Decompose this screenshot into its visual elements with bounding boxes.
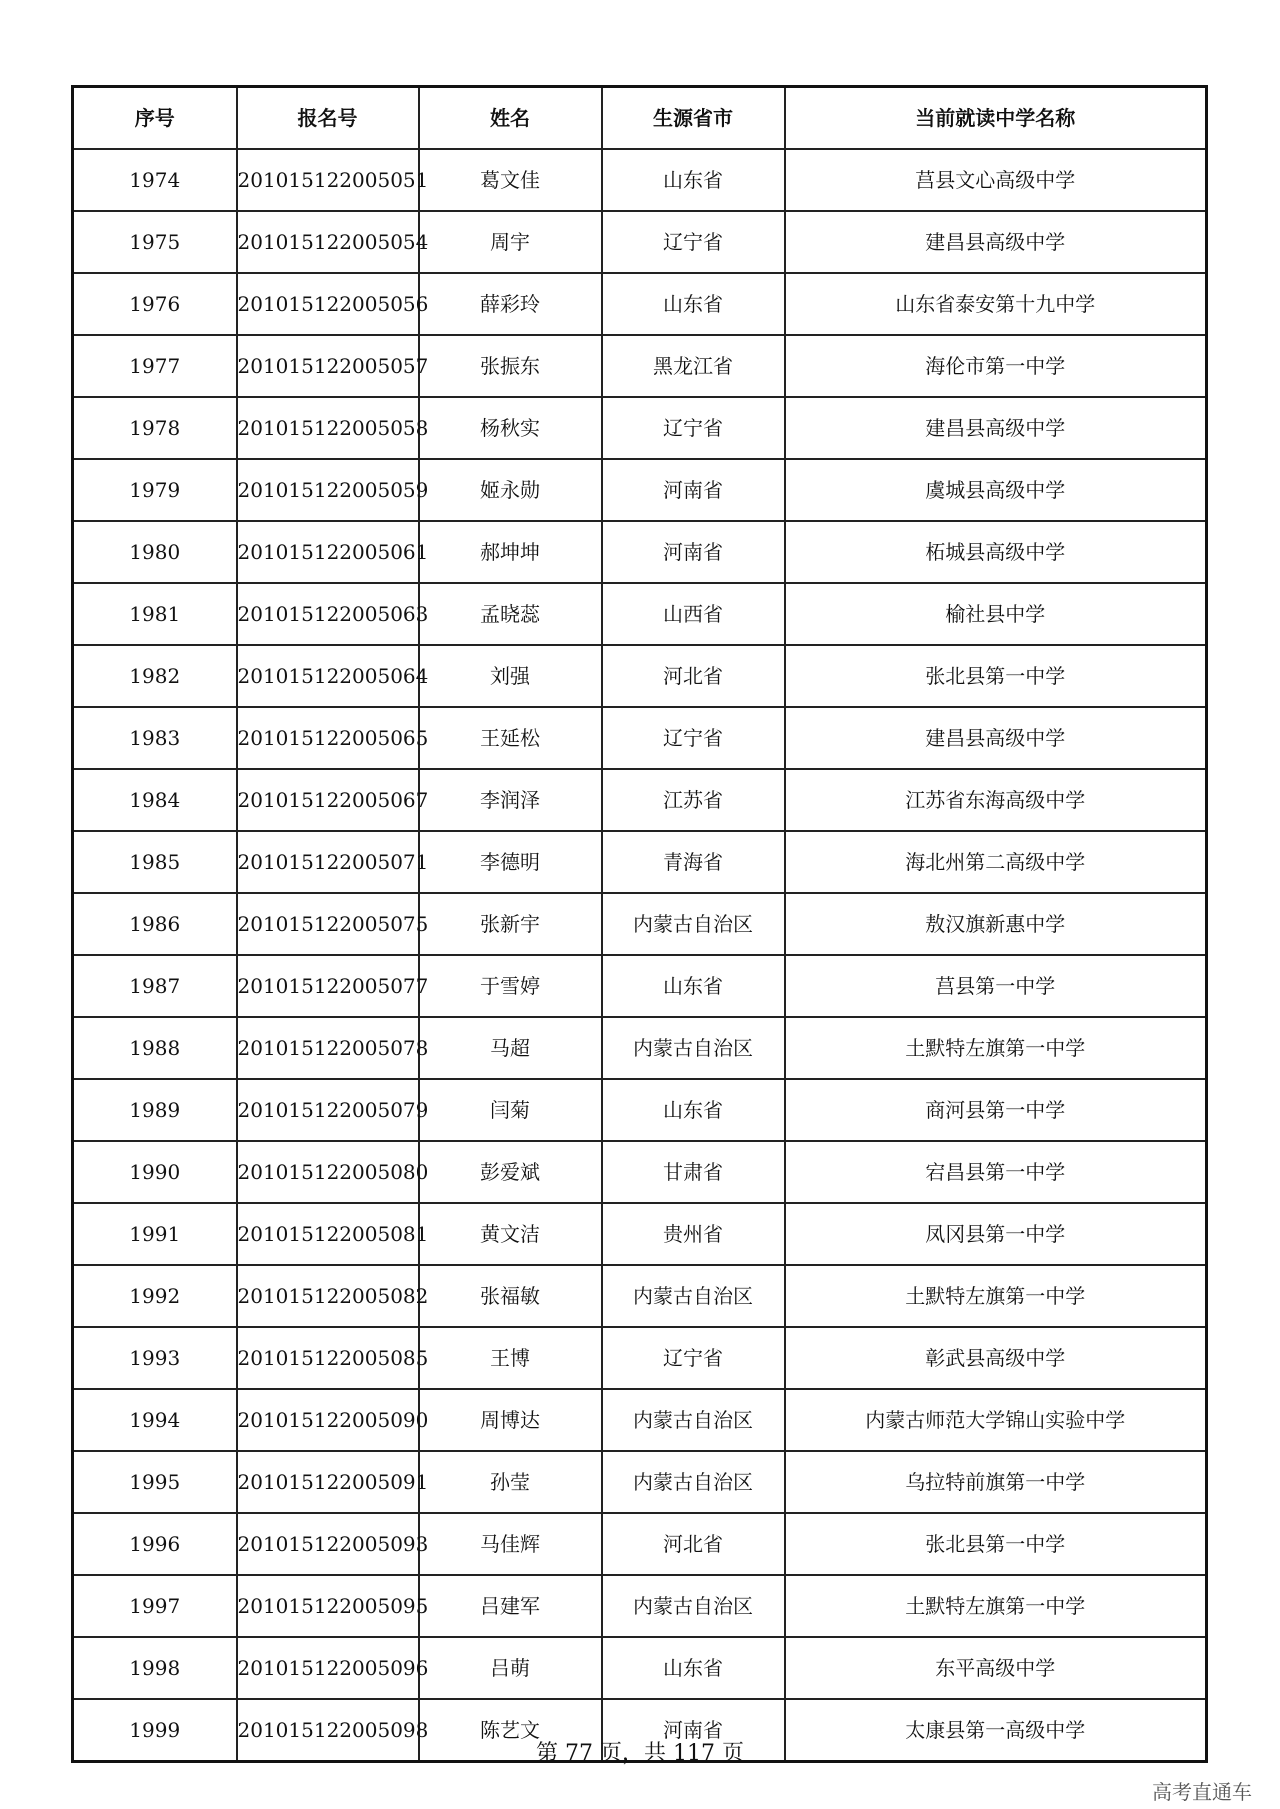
header-name: 姓名 — [419, 87, 602, 150]
cell-province: 河南省 — [602, 521, 785, 583]
cell-school: 太康县第一高级中学 — [785, 1699, 1207, 1762]
cell-school: 江苏省东海高级中学 — [785, 769, 1207, 831]
cell-name: 李润泽 — [419, 769, 602, 831]
cell-name: 吕建军 — [419, 1575, 602, 1637]
cell-school: 莒县第一中学 — [785, 955, 1207, 1017]
cell-province: 辽宁省 — [602, 707, 785, 769]
cell-school: 土默特左旗第一中学 — [785, 1017, 1207, 1079]
table-row — [73, 335, 1207, 397]
cell-name: 刘强 — [419, 645, 602, 707]
cell-serial: 1996 — [73, 1513, 237, 1575]
table-row — [73, 1513, 1207, 1575]
cell-registration-number: 201015122005090 — [237, 1389, 419, 1451]
cell-province: 山东省 — [602, 149, 785, 211]
cell-registration-number: 201015122005051 — [237, 149, 419, 211]
header-school: 当前就读中学名称 — [785, 87, 1207, 150]
table-row — [73, 1575, 1207, 1637]
cell-province: 山西省 — [602, 583, 785, 645]
table-row — [73, 149, 1207, 211]
cell-name: 张福敏 — [419, 1265, 602, 1327]
table-row — [73, 1265, 1207, 1327]
cell-name: 马佳辉 — [419, 1513, 602, 1575]
cell-name: 黄文洁 — [419, 1203, 602, 1265]
cell-school: 建昌县高级中学 — [785, 397, 1207, 459]
cell-province: 辽宁省 — [602, 397, 785, 459]
table-row — [73, 459, 1207, 521]
cell-registration-number: 201015122005098 — [237, 1699, 419, 1762]
cell-province: 山东省 — [602, 1637, 785, 1699]
cell-serial: 1998 — [73, 1637, 237, 1699]
cell-serial: 1995 — [73, 1451, 237, 1513]
cell-school: 海北州第二高级中学 — [785, 831, 1207, 893]
cell-serial: 1978 — [73, 397, 237, 459]
cell-name: 周宇 — [419, 211, 602, 273]
cell-province: 河南省 — [602, 459, 785, 521]
cell-name: 李德明 — [419, 831, 602, 893]
cell-serial: 1985 — [73, 831, 237, 893]
header-registration-number: 报名号 — [237, 87, 419, 150]
cell-province: 青海省 — [602, 831, 785, 893]
cell-registration-number: 201015122005077 — [237, 955, 419, 1017]
cell-serial: 1999 — [73, 1699, 237, 1762]
table-row — [73, 1389, 1207, 1451]
table-row — [73, 521, 1207, 583]
cell-serial: 1979 — [73, 459, 237, 521]
cell-registration-number: 201015122005085 — [237, 1327, 419, 1389]
cell-school: 榆社县中学 — [785, 583, 1207, 645]
cell-school: 土默特左旗第一中学 — [785, 1575, 1207, 1637]
cell-name: 彭爱斌 — [419, 1141, 602, 1203]
page-number-text: 第 77 页，共 117 页 — [536, 1741, 744, 1766]
cell-serial: 1983 — [73, 707, 237, 769]
cell-serial: 1986 — [73, 893, 237, 955]
cell-school: 建昌县高级中学 — [785, 707, 1207, 769]
cell-province: 内蒙古自治区 — [602, 1017, 785, 1079]
cell-registration-number: 201015122005093 — [237, 1513, 419, 1575]
cell-school: 东平高级中学 — [785, 1637, 1207, 1699]
cell-registration-number: 201015122005056 — [237, 273, 419, 335]
cell-name: 于雪婷 — [419, 955, 602, 1017]
cell-province: 内蒙古自治区 — [602, 1451, 785, 1513]
table-row — [73, 707, 1207, 769]
cell-registration-number: 201015122005079 — [237, 1079, 419, 1141]
cell-province: 内蒙古自治区 — [602, 893, 785, 955]
table-row — [73, 211, 1207, 273]
cell-serial: 1981 — [73, 583, 237, 645]
cell-school: 建昌县高级中学 — [785, 211, 1207, 273]
cell-province: 甘肃省 — [602, 1141, 785, 1203]
cell-province: 内蒙古自治区 — [602, 1265, 785, 1327]
cell-province: 贵州省 — [602, 1203, 785, 1265]
cell-serial: 1974 — [73, 149, 237, 211]
cell-registration-number: 201015122005075 — [237, 893, 419, 955]
page-number-footer — [0, 1736, 1280, 1767]
admission-list-table — [71, 85, 1208, 1763]
cell-name: 孙莹 — [419, 1451, 602, 1513]
cell-serial: 1989 — [73, 1079, 237, 1141]
cell-registration-number: 201015122005067 — [237, 769, 419, 831]
table-row — [73, 1203, 1207, 1265]
cell-serial: 1976 — [73, 273, 237, 335]
cell-registration-number: 201015122005064 — [237, 645, 419, 707]
cell-name: 马超 — [419, 1017, 602, 1079]
cell-serial: 1982 — [73, 645, 237, 707]
cell-school: 内蒙古师范大学锦山实验中学 — [785, 1389, 1207, 1451]
cell-province: 黑龙江省 — [602, 335, 785, 397]
cell-name: 陈艺文 — [419, 1699, 602, 1762]
table-row — [73, 831, 1207, 893]
cell-registration-number: 201015122005063 — [237, 583, 419, 645]
cell-province: 山东省 — [602, 955, 785, 1017]
table-row — [73, 583, 1207, 645]
cell-name: 杨秋实 — [419, 397, 602, 459]
cell-name: 孟晓蕊 — [419, 583, 602, 645]
cell-serial: 1975 — [73, 211, 237, 273]
header-province: 生源省市 — [602, 87, 785, 150]
cell-registration-number: 201015122005096 — [237, 1637, 419, 1699]
cell-serial: 1997 — [73, 1575, 237, 1637]
table-header-row — [73, 87, 1207, 150]
cell-serial: 1993 — [73, 1327, 237, 1389]
cell-school: 海伦市第一中学 — [785, 335, 1207, 397]
cell-province: 河北省 — [602, 645, 785, 707]
cell-school: 莒县文心高级中学 — [785, 149, 1207, 211]
cell-registration-number: 201015122005057 — [237, 335, 419, 397]
table-row — [73, 1327, 1207, 1389]
table-row — [73, 1079, 1207, 1141]
cell-registration-number: 201015122005082 — [237, 1265, 419, 1327]
cell-serial: 1991 — [73, 1203, 237, 1265]
cell-school: 敖汉旗新惠中学 — [785, 893, 1207, 955]
cell-name: 张振东 — [419, 335, 602, 397]
header-serial: 序号 — [73, 87, 237, 150]
cell-name: 郝坤坤 — [419, 521, 602, 583]
cell-registration-number: 201015122005061 — [237, 521, 419, 583]
table-row — [73, 1637, 1207, 1699]
table-row — [73, 273, 1207, 335]
cell-school: 山东省泰安第十九中学 — [785, 273, 1207, 335]
watermark-logo: 高考直通车 — [1152, 1780, 1252, 1804]
cell-serial: 1977 — [73, 335, 237, 397]
cell-school: 宕昌县第一中学 — [785, 1141, 1207, 1203]
cell-school: 乌拉特前旗第一中学 — [785, 1451, 1207, 1513]
cell-name: 薛彩玲 — [419, 273, 602, 335]
cell-name: 吕萌 — [419, 1637, 602, 1699]
cell-school: 商河县第一中学 — [785, 1079, 1207, 1141]
cell-registration-number: 201015122005095 — [237, 1575, 419, 1637]
cell-province: 山东省 — [602, 273, 785, 335]
cell-name: 王博 — [419, 1327, 602, 1389]
cell-registration-number: 201015122005078 — [237, 1017, 419, 1079]
cell-province: 辽宁省 — [602, 211, 785, 273]
cell-province: 江苏省 — [602, 769, 785, 831]
cell-name: 张新宇 — [419, 893, 602, 955]
cell-province: 内蒙古自治区 — [602, 1575, 785, 1637]
cell-serial: 1990 — [73, 1141, 237, 1203]
table-row — [73, 1451, 1207, 1513]
table-row — [73, 645, 1207, 707]
table-row — [73, 769, 1207, 831]
cell-name: 葛文佳 — [419, 149, 602, 211]
cell-registration-number: 201015122005058 — [237, 397, 419, 459]
cell-school: 彰武县高级中学 — [785, 1327, 1207, 1389]
cell-school: 张北县第一中学 — [785, 1513, 1207, 1575]
cell-serial: 1992 — [73, 1265, 237, 1327]
cell-school: 虞城县高级中学 — [785, 459, 1207, 521]
table-row — [73, 955, 1207, 1017]
table-row — [73, 397, 1207, 459]
cell-registration-number: 201015122005091 — [237, 1451, 419, 1513]
cell-school: 张北县第一中学 — [785, 645, 1207, 707]
cell-school: 凤冈县第一中学 — [785, 1203, 1207, 1265]
cell-province: 辽宁省 — [602, 1327, 785, 1389]
cell-serial: 1988 — [73, 1017, 237, 1079]
cell-school: 土默特左旗第一中学 — [785, 1265, 1207, 1327]
cell-serial: 1980 — [73, 521, 237, 583]
cell-name: 闫菊 — [419, 1079, 602, 1141]
cell-registration-number: 201015122005065 — [237, 707, 419, 769]
cell-serial: 1994 — [73, 1389, 237, 1451]
cell-province: 河北省 — [602, 1513, 785, 1575]
cell-province: 山东省 — [602, 1079, 785, 1141]
table-body — [73, 149, 1207, 1762]
cell-registration-number: 201015122005081 — [237, 1203, 419, 1265]
cell-registration-number: 201015122005054 — [237, 211, 419, 273]
cell-name: 王延松 — [419, 707, 602, 769]
cell-name: 周博达 — [419, 1389, 602, 1451]
cell-registration-number: 201015122005059 — [237, 459, 419, 521]
table-row — [73, 1141, 1207, 1203]
table-row — [73, 1017, 1207, 1079]
cell-province: 河南省 — [602, 1699, 785, 1762]
cell-province: 内蒙古自治区 — [602, 1389, 785, 1451]
cell-serial: 1987 — [73, 955, 237, 1017]
table-row — [73, 893, 1207, 955]
cell-registration-number: 201015122005071 — [237, 831, 419, 893]
cell-name: 姬永勋 — [419, 459, 602, 521]
cell-registration-number: 201015122005080 — [237, 1141, 419, 1203]
cell-school: 柘城县高级中学 — [785, 521, 1207, 583]
cell-serial: 1984 — [73, 769, 237, 831]
